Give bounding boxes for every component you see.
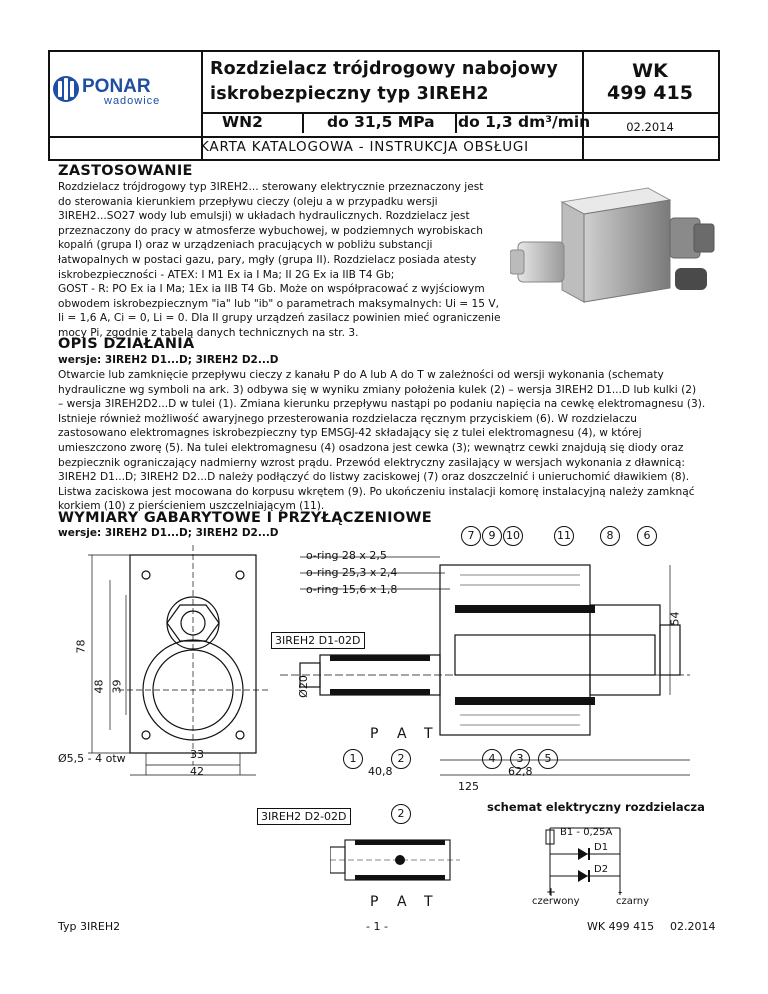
opis-line: umieszczono zworę (5). Na tulei elektromagnesu (4) osadzona jest cewka (3); wewnątrz cewki znajdują się diody oraz	[58, 441, 684, 454]
port-p: P	[370, 726, 379, 742]
zastosowanie-line: mocy Pi, zgodnie z tabelą danych technicznych na str. 3.	[58, 326, 359, 339]
dim-42: 42	[190, 765, 204, 778]
callout-9: 9	[482, 526, 502, 546]
zastosowanie-line: do sterowania kierunkiem przepływu cieczy (oleju a w przypadku wersji	[58, 195, 438, 208]
terminal-plus: +	[546, 885, 557, 899]
schematic-title: schemat elektryczny rozdzielacza	[487, 800, 705, 814]
diode-2-label: D2	[594, 864, 609, 875]
opis-line: korkiem (10) z pierścieniem uszczelniającym (11).	[58, 500, 325, 513]
dim-125: 125	[458, 780, 479, 793]
variant-d1-label: 3IREH2 D1-02D	[271, 632, 365, 649]
zastosowanie-line: 3IREH2...SO27 wody lub emulsji) w układach hydraulicznych. Rozdzielacz jest	[58, 210, 470, 223]
dim-54: 54	[668, 611, 682, 626]
divider	[50, 136, 718, 138]
callout-11: 11	[554, 526, 574, 546]
d2-port-p: P	[370, 894, 379, 910]
zastosowanie-line: kopalń (grupa I) oraz w urządzeniach pracujących w pobliżu substancji	[58, 239, 433, 252]
zastosowanie-line: Rozdzielacz trójdrogowy typ 3IREH2... sterowany elektrycznie przeznaczony jest	[58, 181, 484, 193]
dim-holes: Ø5,5 - 4 otw	[58, 752, 126, 765]
oring-2: o-ring 25,3 x 2,4	[306, 566, 398, 579]
opis-line: Otwarcie lub zamknięcie przepływu cieczy z kanału P do A lub A do T w zależności od wersji wykonania (schematy	[58, 369, 664, 381]
product-photo	[510, 180, 720, 330]
oring-3: o-ring 15,6 x 1,8	[306, 583, 398, 596]
dim-62-8: 62,8	[508, 765, 533, 778]
opis-line: zastosowano elektromagnes iskrobezpieczny typ EMSGJ-42 składający się z tulei elektromagnesu (4), w której	[58, 427, 642, 440]
opis-line: bezpiecznik ograniczający nadmierny wzrost prądu. Przewód elektryczny zasilający w wersjach wykonania z dławnicą:	[58, 456, 685, 469]
zastosowanie-line: Ii = 1,6 A, Ci = 0, Li = 0. Dla II grupy urządzeń zasilacz powinien mieć ograniczenie	[58, 312, 501, 325]
logo-sub: wadowice	[104, 95, 161, 107]
section-heading-zastosowanie: ZASTOSOWANIE	[58, 163, 193, 179]
variant-d2-drawing	[330, 825, 460, 895]
dim-78: 78	[74, 639, 88, 654]
callout-8: 8	[600, 526, 620, 546]
dim-d20: Ø20	[296, 675, 310, 698]
footer-page: - 1 -	[366, 920, 388, 933]
fuse-label: B1 - 0,25A	[560, 827, 613, 838]
port-t: T	[424, 726, 433, 742]
document-number: WK 499 415	[607, 60, 693, 104]
opis-line: Listwa zaciskowa jest mocowana do korpusu wkrętem (9). Po ukończeniu instalacji komorę instalacyjną należy zamknąć	[58, 485, 695, 498]
callout-5: 5	[538, 749, 558, 769]
header-date: 02.2014	[626, 120, 674, 134]
callout-2: 2	[391, 749, 411, 769]
dim-40-8: 40,8	[368, 765, 393, 778]
section-heading-wymiary: WYMIARY GABARYTOWE I PRZYŁĄCZENIOWE	[58, 510, 432, 526]
opis-text	[58, 368, 718, 514]
callout-d2-2: 2	[391, 804, 411, 824]
wire-black-label: czarny	[616, 896, 650, 907]
spec-size: WN2	[222, 113, 263, 131]
terminal-minus: -	[618, 885, 623, 899]
callout-6: 6	[637, 526, 657, 546]
callout-7: 7	[461, 526, 481, 546]
zastosowanie-line: obwodem iskrobezpiecznym "ia" lub "ib" o parametrach maksymalnych: Ui = 15 V,	[58, 297, 499, 310]
footer-date: 02.2014	[670, 920, 716, 933]
d2-port-t: T	[424, 894, 433, 910]
divider	[455, 112, 457, 133]
zastosowanie-line: iskrobezpieczności - ATEX: I M1 Ex ia I Ma; II 2G Ex ia IIB T4 Gb;	[58, 268, 395, 281]
front-view-drawing	[58, 545, 278, 785]
callout-1: 1	[343, 749, 363, 769]
spec-pressure: do 31,5 MPa	[327, 113, 435, 131]
d2-port-a: A	[397, 894, 407, 910]
spec-flow: do 1,3 dm³/min	[458, 113, 591, 131]
port-a: A	[397, 726, 407, 742]
zastosowanie-text	[58, 180, 508, 341]
callout-3: 3	[510, 749, 530, 769]
zastosowanie-line: przeznaczony do pracy w atmosferze wybuchowej, w podziemnych wyrobiskach	[58, 224, 483, 237]
document-title: Rozdzielacz trójdrogowy nabojowy iskrobezpieczny typ 3IREH2	[210, 59, 558, 104]
footer-code: WK 499 415	[587, 920, 655, 933]
dim-33: 33	[190, 748, 204, 761]
wymiary-versions: wersje: 3IREH2 D1...D; 3IREH2 D2...D	[58, 527, 279, 539]
callout-4: 4	[482, 749, 502, 769]
opis-line: hydrauliczne wg symboli na ark. 3) odbywa się w wyniku zmiany położenia kulek (2) – wersja 3IREH2 D1...D lub kulki (2)	[58, 383, 697, 396]
zastosowanie-line: GOST - R: PO Ex ia I Ma; 1Ex ia IIB T4 Gb. Może on współpracować z wyjściowym	[58, 283, 485, 296]
callout-10: 10	[503, 526, 523, 546]
dim-48: 48	[92, 679, 106, 694]
zastosowanie-line: łatwopalnych w postaci gazu, pary, mgły (grupa II). Rozdzielacz posiada atesty	[58, 253, 477, 266]
diode-1-label: D1	[594, 842, 609, 853]
wire-red-label: czerwony	[532, 896, 580, 907]
divider	[302, 112, 304, 133]
opis-versions: wersje: 3IREH2 D1...D; 3IREH2 D2...D	[58, 354, 279, 366]
oring-1: o-ring 28 x 2,5	[306, 549, 387, 562]
opis-line: 3IREH2 D1...D; 3IREH2 D2...D należy podłączyć do listwy zaciskowej (7) oraz doszczelnić i unieruchomić dławikiem (8).	[58, 471, 690, 484]
ponar-logo	[52, 72, 182, 108]
logo-brand: PONAR	[82, 76, 151, 97]
section-heading-opis: OPIS DZIAŁANIA	[58, 336, 195, 352]
dim-39: 39	[110, 679, 124, 694]
footer-type: Typ 3IREH2	[58, 920, 121, 933]
document-subtitle: KARTA KATALOGOWA - INSTRUKCJA OBSŁUGI	[200, 139, 529, 155]
variant-d2-label: 3IREH2 D2-02D	[257, 808, 351, 825]
opis-line: Istnieje również możliwość awaryjnego przesterowania rozdzielacza ręcznym przyciskiem (6). W rozdzielaczu	[58, 412, 637, 425]
opis-line: – wersja 3IREH2D2...D w tulei (1). Zmiana kierunku przepływu nastąpi po podaniu napięcia na cewkę elektromagnesu (3).	[58, 398, 706, 411]
